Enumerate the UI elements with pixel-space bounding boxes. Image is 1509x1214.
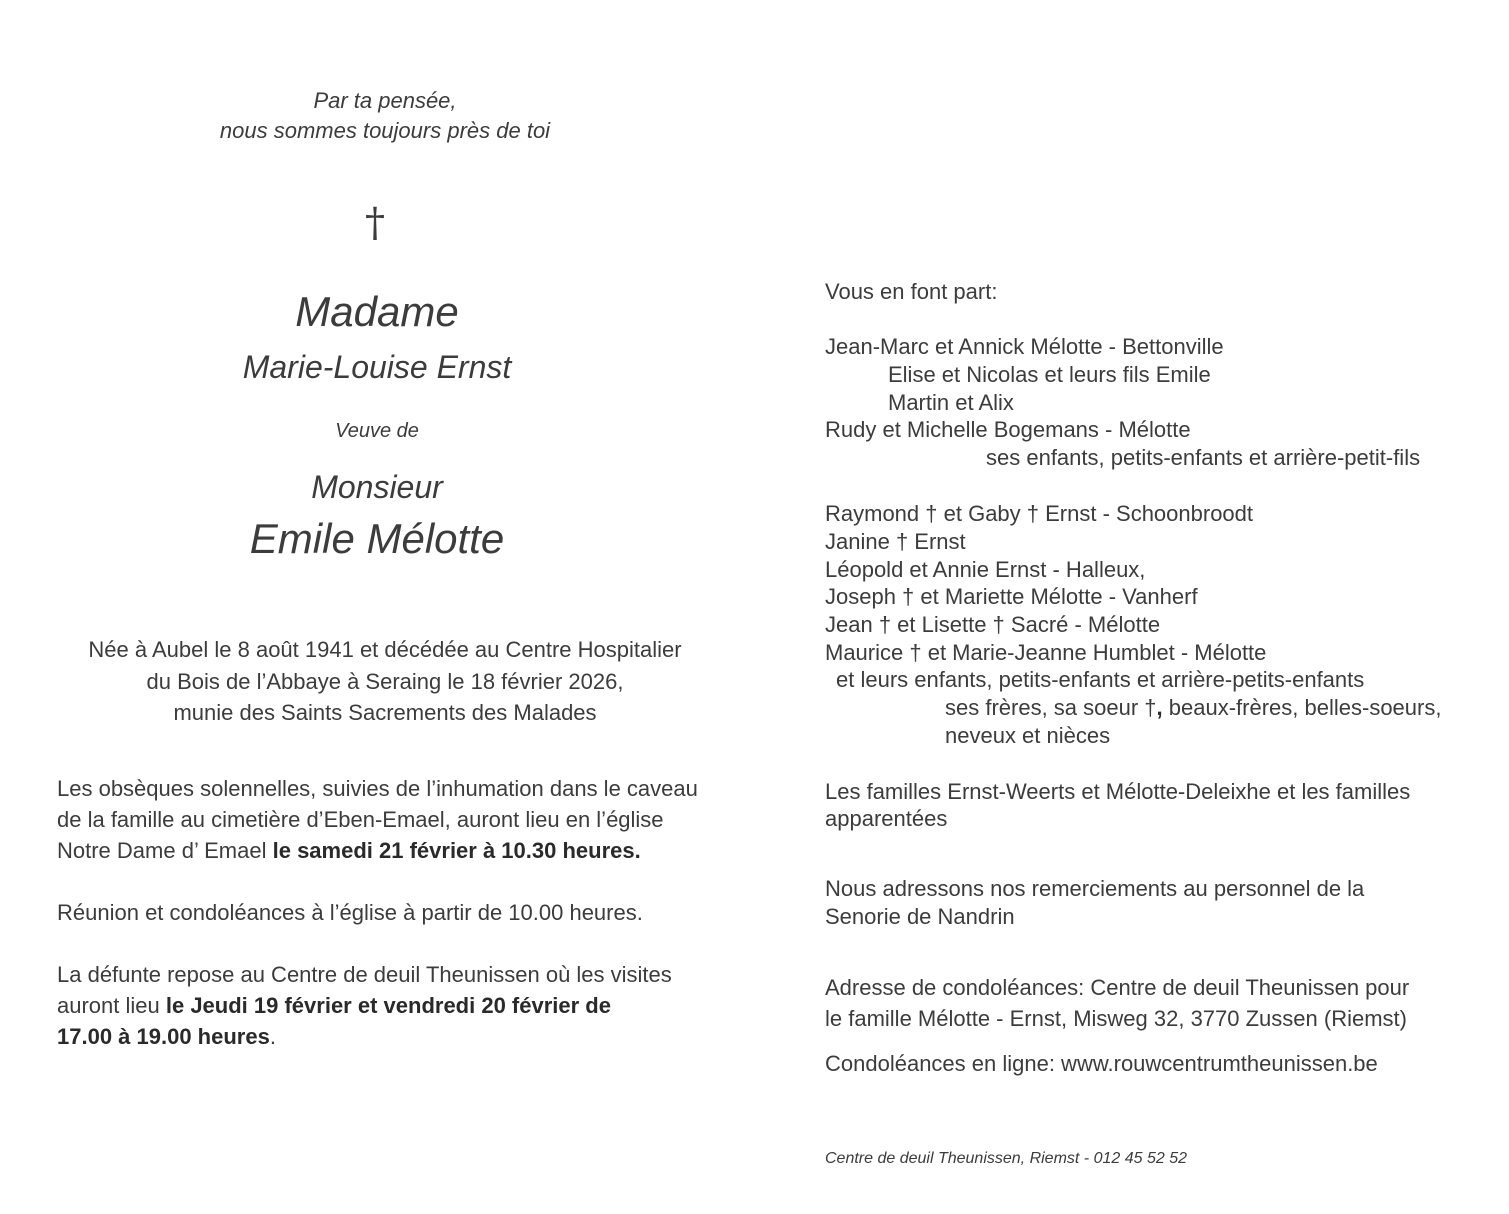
family-line: Joseph † et Mariette Mélotte - Vanherf [825, 584, 1198, 609]
husband-name: Emile Mélotte [249, 515, 505, 562]
visits-period: . [269, 1024, 276, 1049]
funeral-date: le samedi 21 février à 10.30 heures. [272, 838, 641, 863]
visits-line-2 [57, 990, 727, 1021]
reunion-paragraph: Réunion et condoléances à l’église à partir de 10.00 heures. [57, 900, 643, 925]
family-line: Maurice † et Marie-Jeanne Humblet - Mélotte [825, 640, 1267, 665]
birth-death-line-3: munie des Saints Sacrements des Malades [173, 700, 597, 725]
birth-death-text [50, 634, 720, 729]
visits-dates: le Jeudi 19 février et vendredi 20 février de [165, 993, 611, 1018]
family-line: Janine † Ernst [825, 529, 966, 554]
siblings-line-1 [945, 694, 1441, 722]
thanks-line-2: Senorie de Nandrin [825, 904, 1015, 929]
family-line: Rudy et Michelle Bogemans - Mélotte [825, 417, 1191, 442]
visits-lead: auront lieu [57, 993, 166, 1018]
funeral-line-2: de la famille au cimetière d’Eben-Emael, auront lieu en l’église [57, 807, 664, 832]
family-line: Raymond † et Gaby † Ernst - Schoonbroodt [825, 501, 1254, 526]
siblings-prefix: ses frères, sa soeur † [945, 695, 1157, 720]
birth-death-line-2: du Bois de l’Abbaye à Seraing le 18 février 2026, [146, 668, 624, 694]
motto-line-2: nous sommes toujours près de toi [219, 118, 551, 143]
family-line: Elise et Nicolas et leurs fils Emile [888, 362, 1211, 387]
visits-line-3 [57, 1021, 727, 1052]
siblings-rest: beaux-frères, belles-soeurs, [1162, 695, 1442, 720]
families-line-1: Les familles Ernst-Weerts et Mélotte-Deleixhe et les familles [825, 779, 1411, 804]
visits-paragraph [57, 959, 727, 1052]
motto [50, 86, 720, 146]
funeral-home-footer: Centre de deuil Theunissen, Riemst - 012 45 52 52 [825, 1150, 1187, 1167]
address-line-2: le famille Mélotte - Ernst, Misweg 32, 3770 Zussen (Riemst) [825, 1006, 1407, 1031]
funeral-line-1: Les obsèques solennelles, suivies de l’inhumation dans le caveau [57, 776, 698, 801]
left-column [50, 0, 720, 1214]
family-line: Jean † et Lisette † Sacré - Mélotte [825, 612, 1161, 637]
family-line: et leurs enfants, petits-enfants et arrière-petits-enfants [836, 667, 1365, 692]
widow-of-label: Veuve de [335, 420, 419, 442]
birth-death-line-1: Née à Aubel le 8 août 1941 et décédée au Centre Hospitalier [88, 637, 682, 662]
family-line: ses enfants, petits-enfants et arrière-petit-fils [986, 445, 1421, 470]
cross-icon: † [365, 200, 385, 246]
title-monsieur: Monsieur [311, 469, 443, 505]
address-line-1: Adresse de condoléances: Centre de deuil Theunissen pour [825, 975, 1410, 1000]
siblings-comma: , [1156, 695, 1163, 720]
family-line: Léopold et Annie Ernst - Halleux, [825, 557, 1146, 582]
funeral-paragraph [57, 773, 727, 866]
family-line: Martin et Alix [888, 390, 1014, 415]
visits-line-1: La défunte repose au Centre de deuil Theunissen où les visites [57, 962, 672, 987]
funeral-line-3 [57, 835, 727, 866]
visits-hours: 17.00 à 19.00 heures [57, 1024, 270, 1049]
family-line: Jean-Marc et Annick Mélotte - Bettonville [825, 334, 1224, 359]
deceased-name: Marie-Louise Ernst [242, 349, 512, 385]
siblings-line-2: neveux et nièces [945, 723, 1111, 748]
title-madame: Madame [295, 288, 459, 335]
online-condolences: Condoléances en ligne: www.rouwcentrumtheunissen.be [825, 1051, 1378, 1076]
motto-line-1: Par ta pensée, [313, 88, 457, 113]
funeral-place: Notre Dame d’ Emael [57, 838, 273, 863]
families-line-2: apparentées [825, 806, 948, 831]
intro-text: Vous en font part: [825, 279, 998, 304]
right-column [825, 0, 1475, 1214]
thanks-line-1: Nous adressons nos remerciements au personnel de la [825, 876, 1365, 901]
